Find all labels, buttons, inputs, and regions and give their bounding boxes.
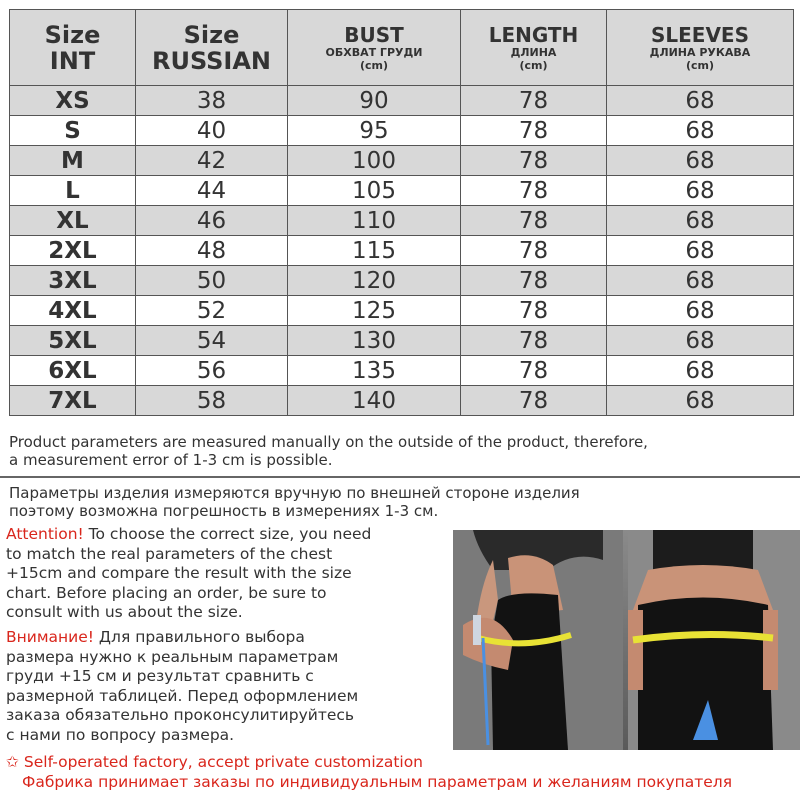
cell-bust: 105 <box>288 176 461 206</box>
table-row <box>10 86 794 116</box>
factory-note-en: ✩ Self-operated factory, accept private customization <box>6 753 424 771</box>
cell-bust: 120 <box>288 266 461 296</box>
cell-size-int: 4XL <box>10 296 136 326</box>
cell-size-russian: 42 <box>136 146 288 176</box>
table-row <box>10 146 794 176</box>
attention-note-en: Attention! To choose the correct size, you need to match the real parameters of the chest +15cm and compare the result with the size chart. Before placing an order, be sure to consult with us about the size. <box>6 525 372 621</box>
cell-length: 78 <box>461 116 607 146</box>
table-row <box>10 356 794 386</box>
cell-sleeves: 68 <box>607 266 794 296</box>
cell-sleeves: 68 <box>607 176 794 206</box>
cell-size-int: S <box>10 116 136 146</box>
header-sleeves: SLEEVES ДЛИНА РУКАВА (cm) <box>607 10 794 86</box>
cell-sleeves: 68 <box>607 86 794 116</box>
cell-size-int: 3XL <box>10 266 136 296</box>
cell-sleeves: 68 <box>607 236 794 266</box>
cell-size-int: XS <box>10 86 136 116</box>
cell-length: 78 <box>461 176 607 206</box>
cell-bust: 115 <box>288 236 461 266</box>
cell-size-russian: 40 <box>136 116 288 146</box>
cell-bust: 135 <box>288 356 461 386</box>
cell-bust: 95 <box>288 116 461 146</box>
star-icon: ✩ <box>6 753 19 771</box>
cell-bust: 125 <box>288 296 461 326</box>
cell-size-russian: 44 <box>136 176 288 206</box>
measurement-note-ru: Параметры изделия измеряются вручную по внешней стороне изделия поэтому возможна погрешность в измерениях 1-3 см. <box>9 484 580 520</box>
cell-sleeves: 68 <box>607 386 794 416</box>
cell-length: 78 <box>461 356 607 386</box>
cell-sleeves: 68 <box>607 296 794 326</box>
table-row <box>10 116 794 146</box>
table-header-row <box>10 10 794 86</box>
factory-note-ru: Фабрика принимает заказы по индивидуальным параметрам и желаниям покупателя <box>22 773 733 791</box>
table-row <box>10 206 794 236</box>
cell-length: 78 <box>461 86 607 116</box>
table-row <box>10 326 794 356</box>
cell-size-int: 2XL <box>10 236 136 266</box>
cell-size-russian: 38 <box>136 86 288 116</box>
header-length: LENGTH ДЛИНА (cm) <box>461 10 607 86</box>
table-row <box>10 296 794 326</box>
cell-sleeves: 68 <box>607 116 794 146</box>
measurement-photo <box>453 530 800 750</box>
header-size-int: Size INT <box>10 10 136 86</box>
attention-label-en: Attention! <box>6 525 84 543</box>
cell-length: 78 <box>461 386 607 416</box>
cell-sleeves: 68 <box>607 146 794 176</box>
cell-size-int: 6XL <box>10 356 136 386</box>
table-row <box>10 266 794 296</box>
table-row <box>10 236 794 266</box>
cell-length: 78 <box>461 146 607 176</box>
cell-size-int: M <box>10 146 136 176</box>
cell-size-int: L <box>10 176 136 206</box>
cell-bust: 100 <box>288 146 461 176</box>
table-row <box>10 386 794 416</box>
cell-size-russian: 46 <box>136 206 288 236</box>
cell-bust: 90 <box>288 86 461 116</box>
cell-length: 78 <box>461 236 607 266</box>
measurement-note-en: Product parameters are measured manually on the outside of the product, therefore, a measurement error of 1-3 cm is possible. <box>9 433 648 469</box>
cell-bust: 130 <box>288 326 461 356</box>
cell-size-russian: 50 <box>136 266 288 296</box>
cell-sleeves: 68 <box>607 326 794 356</box>
header-bust: BUST ОБХВАТ ГРУДИ (cm) <box>288 10 461 86</box>
cell-bust: 140 <box>288 386 461 416</box>
cell-size-int: XL <box>10 206 136 236</box>
cell-sleeves: 68 <box>607 356 794 386</box>
cell-sleeves: 68 <box>607 206 794 236</box>
cell-bust: 110 <box>288 206 461 236</box>
cell-size-int: 5XL <box>10 326 136 356</box>
cell-size-russian: 52 <box>136 296 288 326</box>
cell-size-int: 7XL <box>10 386 136 416</box>
cell-size-russian: 56 <box>136 356 288 386</box>
attention-label-ru: Внимание! <box>6 628 94 646</box>
front-view-figure <box>453 530 623 750</box>
header-size-russian: Size RUSSIAN <box>136 10 288 86</box>
cell-size-russian: 48 <box>136 236 288 266</box>
cell-length: 78 <box>461 206 607 236</box>
cell-length: 78 <box>461 326 607 356</box>
cell-length: 78 <box>461 266 607 296</box>
back-view-figure <box>628 530 800 750</box>
attention-note-ru: Внимание! Для правильного выбора размера нужно к реальным параметрам груди +15 см и результат сравнить с размерной таблицей. Перед оформлением заказа обязательно проконсулитируйтесь с нами по вопросу размера. <box>6 628 359 744</box>
size-chart-table <box>9 9 794 416</box>
cell-size-russian: 54 <box>136 326 288 356</box>
cell-size-russian: 58 <box>136 386 288 416</box>
table-row <box>10 176 794 206</box>
divider-line <box>0 476 800 478</box>
cell-length: 78 <box>461 296 607 326</box>
